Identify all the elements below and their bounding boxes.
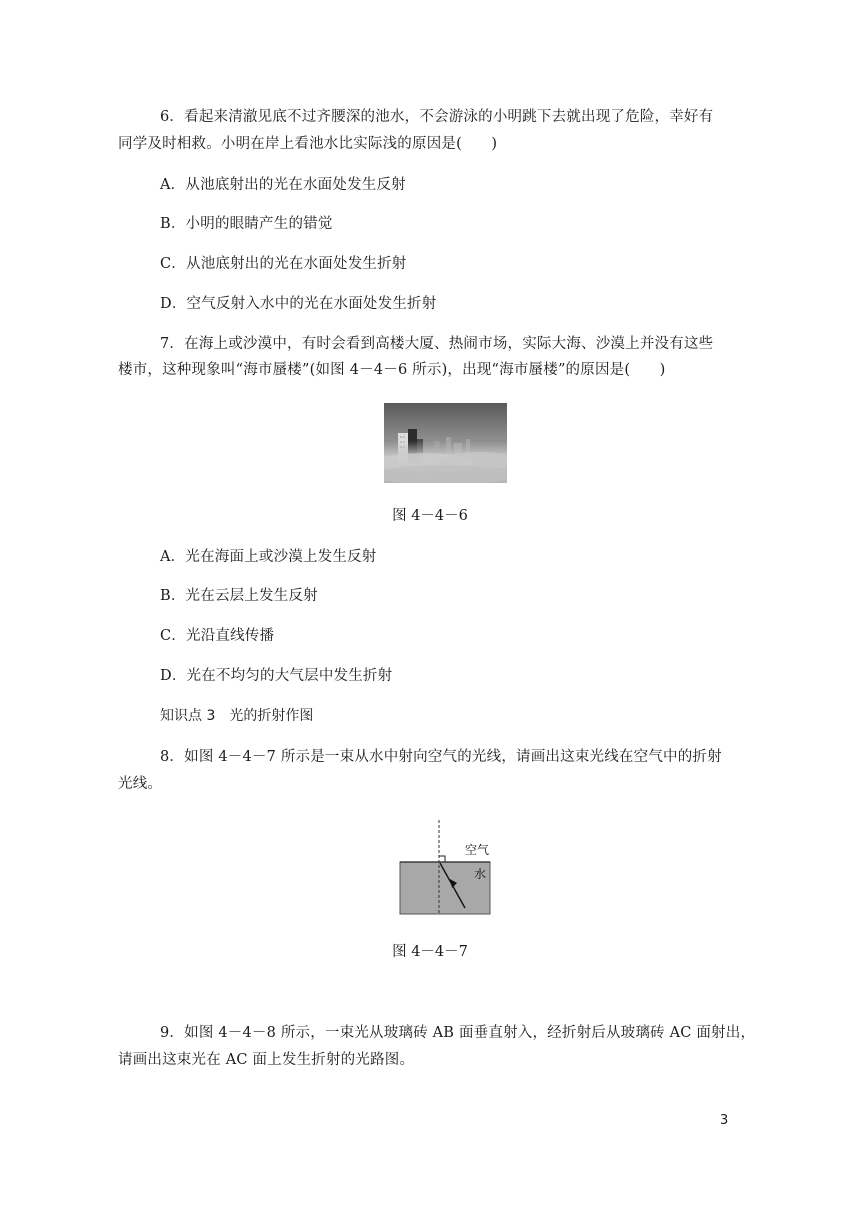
q7-option-c: C．光沿直线传播 [160,628,275,644]
figure-4-4-7-caption: 图 4－4－7 [392,944,468,960]
refraction-diagram [390,816,500,918]
q6-option-d: D．空气反射入水中的光在水面处发生折射 [160,296,437,312]
section-heading: 知识点 3 光的折射作图 [160,708,314,724]
q9-line-2: 请画出这束光在 AC 面上发生折射的光路图。 [118,1052,415,1068]
q6-option-b: B．小明的眼睛产生的错觉 [160,216,333,232]
q8-line-2: 光线。 [118,776,163,792]
water-label: 水 [474,867,487,881]
q6-option-c: C．从池底射出的光在水面处发生折射 [160,256,407,272]
q6-line-1: 6．看起来清澈见底不过齐腰深的池水，不会游泳的小明跳下去就出现了危险，幸好有 [160,109,714,125]
q7-option-b: B．光在云层上发生反射 [160,588,318,604]
q8-line-1: 8．如图 4－4－7 所示是一束从水中射向空气的光线，请画出这束光线在空气中的折射 [160,749,722,765]
page-number: 3 [720,1113,729,1128]
figure-4-4-6-caption: 图 4－4－6 [392,508,468,524]
air-label: 空气 [465,843,490,857]
q7-option-d: D．光在不均匀的大气层中发生折射 [160,668,393,684]
q7-option-a: A．光在海面上或沙漠上发生反射 [160,549,377,565]
q9-line-1: 9．如图 4－4－8 所示，一束光从玻璃砖 AB 面垂直射入，经折射后从玻璃砖 AC 面射出， [160,1025,756,1041]
q6-line-2: 同学及时相救。小明在岸上看池水比实际浅的原因是( ) [118,136,498,152]
q7-line-2: 楼市，这种现象叫“海市蜃楼”(如图 4－4－6 所示)，出现“海市蜃楼”的原因是( ) [118,362,666,378]
mirage-photo [384,403,507,483]
q6-option-a: A．从池底射出的光在水面处发生反射 [160,177,406,193]
q7-line-1: 7．在海上或沙漠中，有时会看到高楼大厦、热闹市场，实际大海、沙漠上并没有这些 [160,336,714,352]
right-angle-mark [439,856,445,862]
